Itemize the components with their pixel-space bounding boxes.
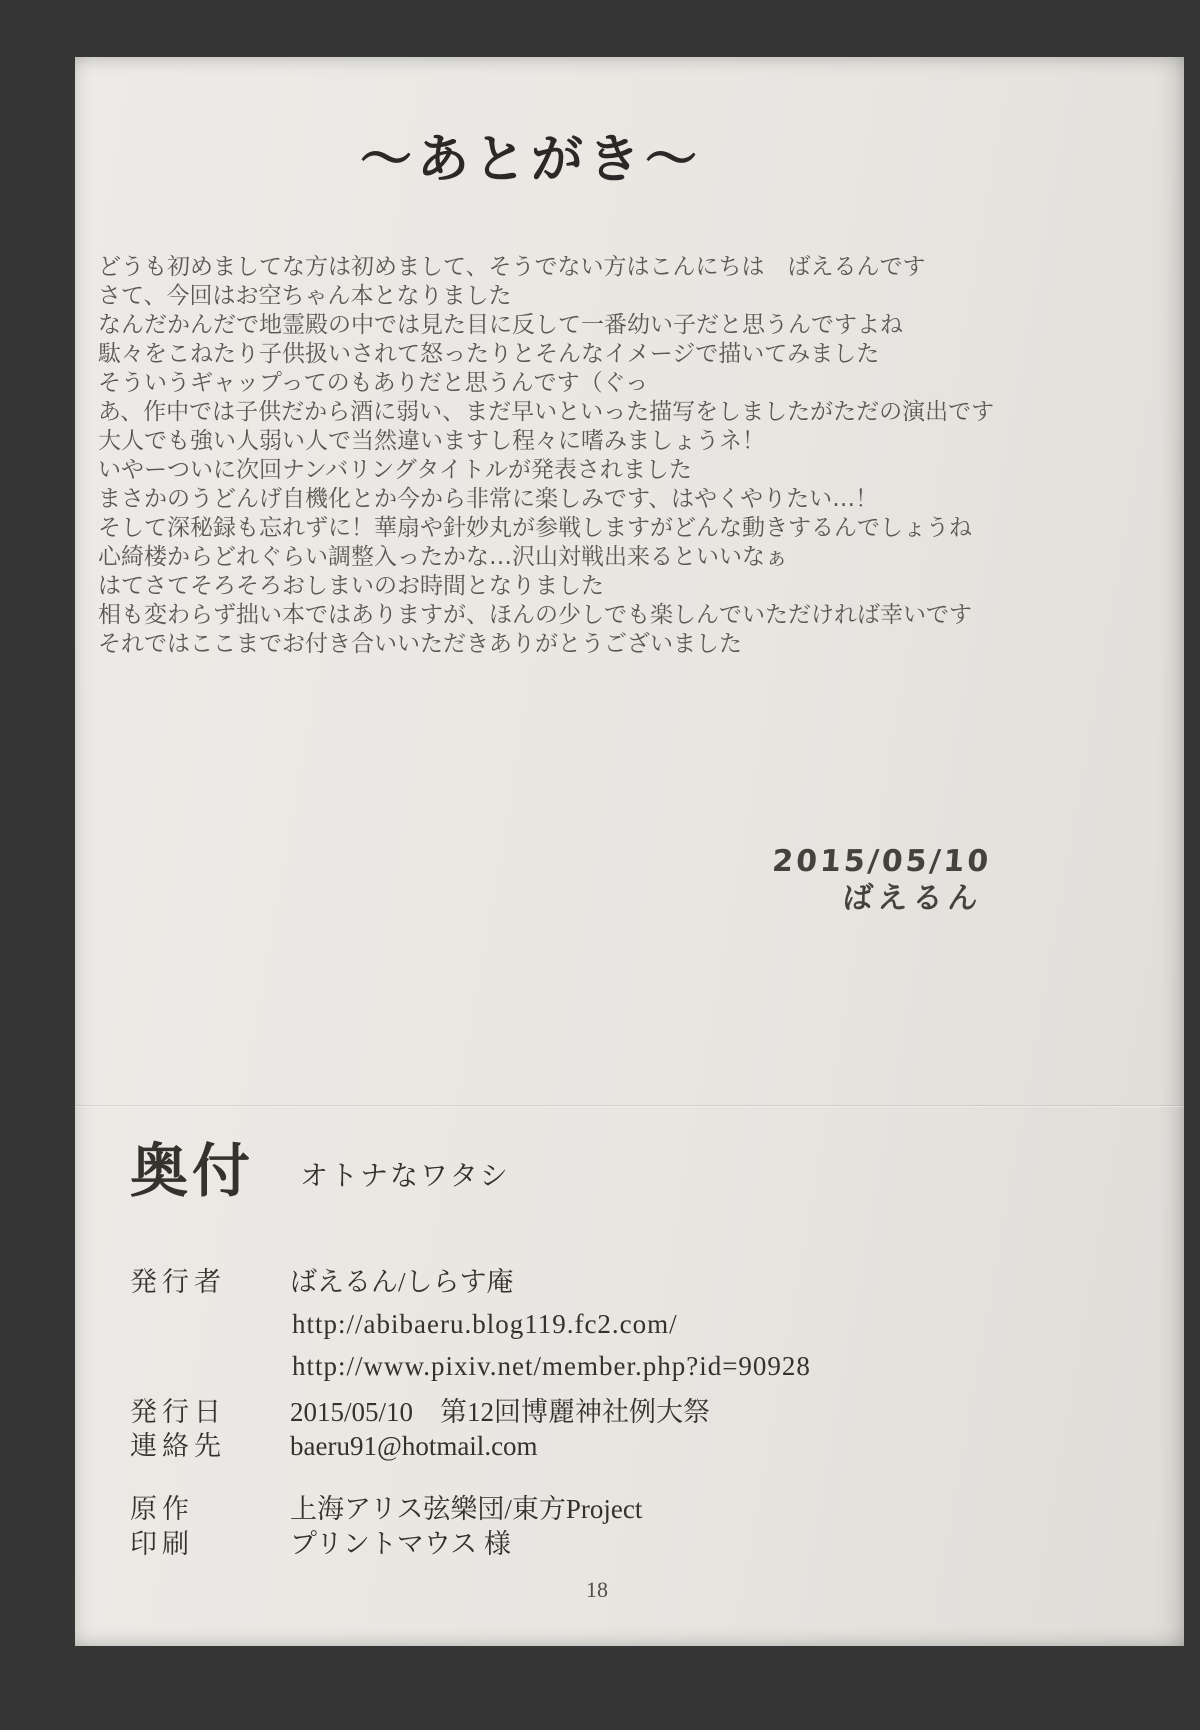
page-paper bbox=[75, 57, 1184, 1646]
publisher-value: ばえるん/しらす庵 bbox=[290, 1267, 514, 1297]
afterword-body bbox=[98, 253, 994, 659]
afterword-line: いやーついに次回ナンバリングタイトルが発表されました bbox=[98, 457, 692, 483]
colophon-header bbox=[130, 1139, 510, 1204]
date-signature-block bbox=[769, 843, 993, 917]
afterword-signature: ばえるん bbox=[841, 881, 984, 916]
colophon-row-original-work bbox=[130, 1494, 811, 1525]
afterword-line: はてさてそろそろおしまいのお時間となりました bbox=[98, 573, 604, 599]
scan-seam-divider bbox=[75, 1105, 1184, 1106]
publish-date-value: 2015/05/10 第12回博麗神社例大祭 bbox=[290, 1397, 711, 1427]
colophon-section bbox=[130, 1267, 811, 1560]
colophon-row-publish-date bbox=[130, 1397, 811, 1428]
afterword-paragraph bbox=[98, 572, 994, 659]
colophon-book-title: オトナなワタシ bbox=[300, 1161, 510, 1192]
afterword-line: 大人でも強い人弱い人で当然違いますし程々に嗜みましょうネ！ bbox=[98, 428, 765, 454]
original-work-value: 上海アリス弦樂団/東方Project bbox=[290, 1494, 643, 1524]
afterword-line: 駄々をこねたり子供扱いされて怒ったりとそんなイメージで描いてみました bbox=[98, 341, 880, 367]
publisher-url-2: http://www.pixiv.net/member.php?id=90928 bbox=[292, 1351, 811, 1381]
afterword-line: そして深秘録も忘れずに！華扇や針妙丸が参戦しますがどんな動きするんでしょうね bbox=[98, 515, 972, 541]
afterword-line: なんだかんだで地霊殿の中では見た目に反して一番幼い子だと思うんですよね bbox=[98, 312, 903, 338]
contact-value: baeru91@hotmail.com bbox=[290, 1431, 538, 1461]
afterword-line: そういうギャップってのもありだと思うんです（ぐっ bbox=[98, 370, 649, 396]
afterword-line: 相も変わらず拙い本ではありますが、ほんの少しでも楽しんでいただければ幸いです bbox=[98, 602, 972, 628]
afterword-line: それではここまでお付き合いいただきありがとうございました bbox=[98, 631, 742, 657]
printer-value: プリントマウス 様 bbox=[290, 1529, 511, 1559]
publisher-label: 発行者 bbox=[130, 1267, 226, 1297]
page-number: 18 bbox=[586, 1577, 608, 1602]
afterword-line: あ、作中では子供だから酒に弱い、まだ早いといった描写をしましたがただの演出です bbox=[98, 399, 995, 425]
afterword-paragraph bbox=[98, 456, 994, 572]
original-work-label: 原作 bbox=[130, 1494, 194, 1524]
publish-date-label: 発行日 bbox=[130, 1397, 226, 1427]
printer-label: 印刷 bbox=[130, 1529, 194, 1559]
colophon-row-contact bbox=[130, 1431, 811, 1462]
afterword-title: ～あとがき～ bbox=[359, 130, 702, 190]
colophon-row-publisher bbox=[130, 1267, 811, 1298]
afterword-line: さて、今回はお空ちゃん本となりました bbox=[98, 283, 512, 309]
colophon-heading: 奥付 bbox=[130, 1139, 255, 1204]
afterword-line: まさかのうどんげ自機化とか今から非常に楽しみです、はやくやりたい…！ bbox=[98, 486, 879, 512]
contact-label: 連絡先 bbox=[130, 1431, 226, 1461]
afterword-paragraph bbox=[98, 282, 994, 456]
afterword-greeting bbox=[98, 253, 994, 282]
colophon-row-printer bbox=[130, 1529, 811, 1560]
publisher-url-1: http://abibaeru.blog119.fc2.com/ bbox=[292, 1309, 678, 1339]
afterword-line: どうも初めましてな方は初めまして、そうでない方はこんにちは ばえるんです bbox=[98, 254, 926, 280]
afterword-date: 2015/05/10 bbox=[771, 844, 993, 879]
afterword-line: 心綺楼からどれぐらい調整入ったかな…沢山対戦出来るといいなぁ bbox=[98, 544, 788, 570]
